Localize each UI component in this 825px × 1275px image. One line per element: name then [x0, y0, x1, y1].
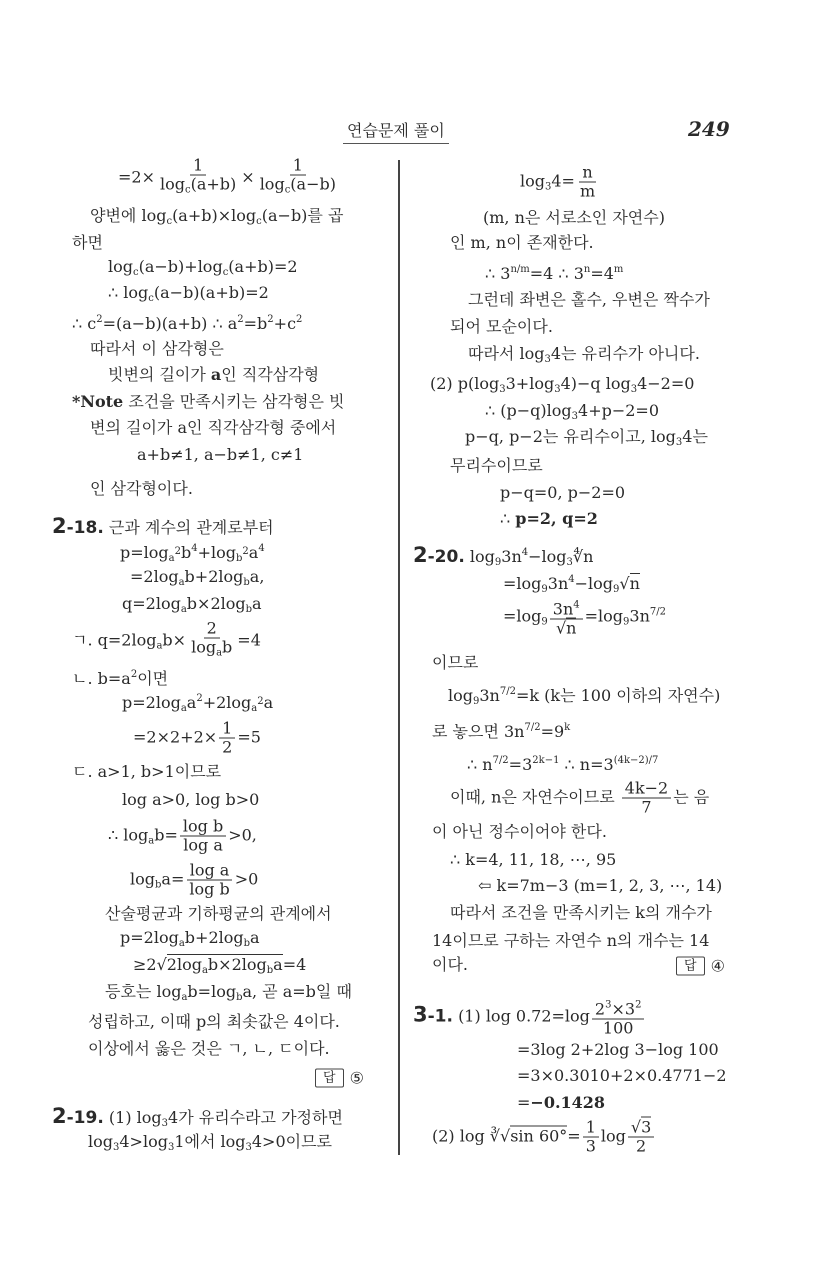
equation-line: (1) log 0.72=log $\frac{2^3\times 3^2}{100}$ [458, 1007, 646, 1026]
section-title: 연습문제 풀이 [343, 118, 449, 144]
equation-line: log a>0, log b>0 [122, 790, 260, 809]
text-line: 근과 계수의 관계로부터 [108, 518, 274, 537]
equation-line: =−0.1428 [517, 1093, 606, 1112]
problem-number: 3-1. [413, 1002, 453, 1027]
text-line: 이상에서 옳은 것은 ㄱ, ㄴ, ㄷ이다. [88, 1039, 330, 1058]
equation-line: ⇦ k=7m−3 (m=1, 2, 3, ⋯, 14) [478, 876, 723, 895]
text-line: 이다. [432, 955, 468, 974]
equation-line: ㄴ. $b=a^2$이면 [72, 669, 169, 688]
problem-2-18 [52, 516, 274, 538]
equation-line: $p=2\log_aa^2+2\log_{a^2}a$ [122, 693, 274, 714]
text-line: 산술평균과 기하평균의 관계에서 [105, 904, 332, 923]
equation-line: $=2\log_ab+2\log_ba$, [130, 567, 265, 588]
equation-line: ∴ $3^{n/m}=4$ ∴ $3^n=4^m$ [485, 264, 624, 283]
answer-value: ⑤ [349, 1068, 364, 1088]
problem-3-1 [413, 997, 646, 1038]
equation-line: 로 놓으면 $3n^{7/2}=9^k$ [432, 722, 571, 741]
problem-number: 2-20. [413, 543, 465, 567]
text-line: 하면 [72, 233, 103, 252]
equation-line: ∴ p=2, q=2 [500, 509, 598, 528]
equation-line: ㄱ. $q=2\log_ab\times$ $\frac{2}{\log_ab}$ =4 [72, 618, 261, 659]
equation-line: ㄷ. a>1, b>1이므로 [72, 762, 222, 781]
text-line: 인 m, n이 존재한다. [450, 233, 594, 252]
note-line: *Note 조건을 만족시키는 삼각형은 빗 [72, 392, 345, 411]
equation-line: ∴ $c^2=(a-b)(a+b)$ ∴ $a^2=b^2+c^2$ [72, 314, 303, 333]
equation-line: $\log_ba=$ $\frac{\text{log a}}{\text{log b}}$ >0 [130, 860, 259, 899]
text-line: 인 삼각형이다. [90, 479, 193, 498]
equation-line: =3×0.3010+2×0.4771−2 [517, 1066, 727, 1085]
equation-line: $\log_c(a-b)+\log_c(a+b)=2$ [108, 257, 298, 278]
equation-line: ∴ $\log_c(a-b)(a+b)=2$ [108, 283, 269, 304]
equation-line: =2×2+2× $\frac{1}{2}$ =5 [133, 718, 261, 757]
text-line: 되어 모순이다. [450, 317, 553, 336]
equation-line: (2) log ∛√sin 60°= $\frac{1}{3}$ log $\frac{√3}{2}$ [432, 1119, 656, 1156]
equation-line: p−q=0, p−2=0 [500, 483, 626, 502]
answer-mark [315, 1069, 364, 1088]
equation-line: $=\log_9$ $\frac{3n^4}{√n}$ $=\log_93n^{7/2}$ [503, 597, 666, 638]
equation-line: ∴ $n^{7/2}=3^{2k-1}$ ∴ $n=3^{(4k-2)/7}$ [467, 755, 659, 774]
text-line: 성립하고, 이때 p의 최솟값은 4이다. [88, 1012, 340, 1031]
problem-2-19 [52, 1106, 343, 1134]
equation-line: ∴ k=4, 11, 18, ⋯, 95 [450, 850, 617, 869]
problem-number: 2-18. [52, 514, 104, 538]
text-line: 빗변의 길이가 a인 직각삼각형 [108, 365, 320, 384]
answer-label: 답 [676, 957, 705, 976]
equation-line: $\log_34=$ $\frac{n}{m}$ [520, 162, 596, 201]
equation-line: =2× $\frac{1}{\log_c(a+b)}$ × $\frac{1}{\log_c(a-b)}$ [118, 155, 336, 196]
equation-line: (2) $p(\log_33+\log_34)-q$ $\log_34-2=0$ [430, 374, 695, 395]
text-line: (m, n은 서로소인 자연수) [483, 208, 665, 227]
text-line: 등호는 $\log_ab=\log_ba$, 곧 a=b일 때 [105, 982, 352, 1003]
text-line: 14이므로 구하는 자연수 n의 개수는 14 [432, 931, 710, 950]
page-number: 249 [688, 117, 730, 141]
text-line: 변의 길이가 a인 직각삼각형 중에서 [90, 418, 337, 437]
problem-number: 2-19. [52, 1104, 104, 1128]
equation-line: ∴ $(p-q)\log_34+p-2=0$ [485, 401, 660, 422]
text-line: 따라서 $\log_34$는 유리수가 아니다. [468, 344, 700, 365]
equation-line: $\log_34>\log_31$에서 $\log_34>0$이므로 [88, 1132, 333, 1153]
equation-line: $=\log_93n^4-\log_9√n$ [503, 574, 640, 595]
answer-label: 답 [315, 1069, 344, 1088]
equation-line: $p=2\log_ab+2\log_ba$ [120, 928, 260, 949]
equation-line: $p=\log_{a^2}b^4+\log_{b^2}a^4$ [120, 543, 265, 564]
text-line: (1) $\log_34$가 유리수라고 가정하면 [108, 1108, 343, 1129]
text-line: 이므로 [432, 653, 479, 672]
equation-line: $\log_93n^4-\log_3∜n$ [469, 547, 594, 568]
answer-mark [676, 957, 725, 976]
text-line: p−q, p−2는 유리수이고, $\log_34$는 [465, 427, 708, 448]
text-line: 양변에 $\log_c(a+b)\times\log_c(a-b)$를 곱 [90, 206, 344, 227]
answer-value: ④ [710, 956, 725, 976]
problem-2-20 [413, 543, 593, 573]
equation-line: $\ge 2√2\log_ab\times 2\log_ba=4$ [133, 955, 307, 976]
equation-line: a+b≠1, a−b≠1, c≠1 [137, 445, 304, 464]
text-line: 따라서 이 삼각형은 [90, 339, 224, 358]
text-line: 따라서 조건을 만족시키는 k의 개수가 [450, 903, 712, 922]
text-line: 이 아닌 정수이어야 한다. [432, 822, 607, 841]
equation-line: $\log_93n^{7/2}=k$ (k는 100 이하의 자연수) [448, 686, 721, 707]
column-divider [398, 160, 400, 1155]
equation-line: =3log 2+2log 3−log 100 [517, 1040, 719, 1059]
text-line: 그런데 좌변은 홀수, 우변은 짝수가 [468, 290, 710, 309]
equation-line: $q=2\log_ab\times 2\log_ba$ [122, 594, 262, 615]
text-line: 무리수이므로 [450, 456, 543, 475]
text-line: 이때, n은 자연수이므로 $\frac{4k-2}{7}$ 는 음 [450, 778, 710, 817]
equation-line: ∴ $\log_ab=$ $\frac{\text{log b}}{\text{log a}}$ >0, [108, 816, 257, 855]
